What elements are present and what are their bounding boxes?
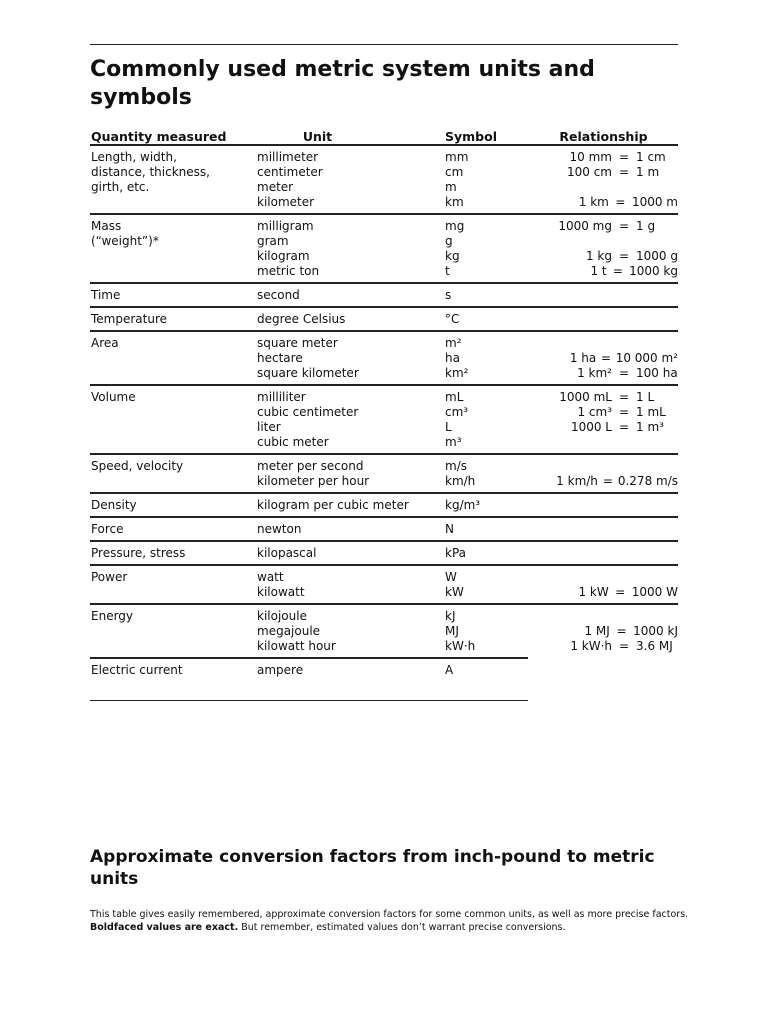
table-row [90, 385, 678, 454]
table-row [90, 517, 678, 541]
cell-relationship [528, 493, 678, 517]
relationship-right: 1 L [636, 390, 655, 404]
unit-symbol: cm [445, 165, 464, 179]
cell-unit [256, 493, 444, 517]
relationship-line [529, 609, 678, 624]
cell-symbol [444, 331, 528, 385]
relationship-line [529, 165, 678, 180]
quantity-line: (“weight”)* [91, 234, 159, 248]
cell-relationship [528, 385, 678, 454]
relationship-right [636, 288, 674, 303]
relationship-right [636, 522, 674, 537]
unit-symbol: W [445, 570, 457, 584]
unit-name: kilopascal [257, 546, 317, 560]
table-row [90, 283, 678, 307]
quantity-line: Speed, velocity [91, 459, 184, 473]
relationship-left [529, 570, 612, 585]
relationship-equals: = [618, 420, 630, 434]
unit-name: gram [257, 234, 289, 248]
relationship-left: 1 t [590, 264, 607, 278]
relationship-equals: = [616, 624, 627, 638]
relationship-line [529, 662, 678, 677]
relationship-equals: = [618, 249, 630, 263]
relationship-line [529, 234, 678, 249]
quantity-line: distance, thickness, [91, 165, 210, 179]
relationship-left [529, 234, 612, 249]
unit-name: kilometer per hour [257, 474, 370, 488]
unit-name: kilogram per cubic meter [257, 498, 409, 512]
relationship-right [636, 435, 674, 450]
unit-symbol: g [445, 234, 453, 248]
relationship-equals: = [602, 474, 613, 488]
cell-quantity [90, 145, 256, 214]
relationship-equals [612, 609, 636, 624]
unit-symbol: L [445, 420, 452, 434]
unit-name: milliliter [257, 390, 306, 404]
cell-relationship [528, 517, 678, 541]
unit-name: hectare [257, 351, 303, 365]
relationship-right [636, 609, 674, 624]
cell-unit [256, 454, 444, 493]
relationship-line [529, 435, 678, 450]
relationship-line [529, 180, 678, 195]
cell-symbol [444, 214, 528, 283]
relationship-right: 1 mL [636, 405, 666, 419]
relationship-right [636, 459, 674, 474]
cell-symbol [444, 283, 528, 307]
unit-symbol: mm [445, 150, 469, 164]
cell-symbol [444, 454, 528, 493]
unit-name: square kilometer [257, 366, 359, 380]
relationship-line [529, 249, 678, 264]
quantity-line: Power [91, 570, 128, 584]
unit-name: degree Celsius [257, 312, 346, 326]
relationship-equals [612, 336, 636, 351]
cell-symbol [444, 307, 528, 331]
cell-symbol [444, 385, 528, 454]
relationship-left [529, 662, 612, 677]
cell-symbol [444, 604, 528, 658]
relationship-left: 1 kg [585, 249, 612, 263]
cell-unit [256, 214, 444, 283]
relationship-line [529, 195, 678, 210]
unit-symbol: ha [445, 351, 460, 365]
cell-unit [256, 517, 444, 541]
relationship-left: 1000 mL [559, 390, 612, 404]
relationship-equals: = [618, 405, 630, 419]
unit-symbol: km² [445, 366, 469, 380]
unit-symbol: km [445, 195, 464, 209]
unit-name: kilowatt [257, 585, 305, 599]
relationship-line [529, 459, 678, 474]
quantity-line: Pressure, stress [91, 546, 186, 560]
relationship-right: 1000 kJ [633, 624, 678, 638]
relationship-right [636, 498, 674, 513]
relationship-right [636, 234, 674, 249]
relationship-left [529, 498, 612, 513]
relationship-right: 1 g [636, 219, 656, 233]
cell-quantity [90, 214, 256, 283]
relationship-equals: = [618, 639, 630, 653]
relationship-right: 0.278 m/s [617, 474, 678, 488]
relationship-left [529, 435, 612, 450]
relationship-right [636, 180, 674, 195]
quantity-line: Force [91, 522, 124, 536]
unit-name: centimeter [257, 165, 323, 179]
cell-relationship [528, 565, 678, 604]
units-table [90, 128, 678, 701]
unit-symbol: mL [445, 390, 464, 404]
unit-symbol: m³ [445, 435, 462, 449]
header-relationship: Relationship [528, 128, 678, 145]
cell-quantity [90, 454, 256, 493]
unit-symbol: t [445, 264, 450, 278]
table-row [90, 658, 678, 701]
cell-unit [256, 331, 444, 385]
relationship-equals [612, 234, 636, 249]
relationship-line [529, 639, 678, 654]
note-text: This table gives easily remembered, approximate conversion factors for some common units, as well as more precise factors. [90, 909, 689, 920]
cell-relationship [528, 145, 678, 214]
relationship-equals: = [618, 366, 630, 380]
relationship-left [529, 336, 612, 351]
cell-quantity [90, 604, 256, 658]
relationship-equals [612, 312, 636, 327]
relationship-right [636, 312, 674, 327]
relationship-line [529, 546, 678, 561]
cell-relationship [528, 283, 678, 307]
unit-name: cubic centimeter [257, 405, 359, 419]
relationship-right: 1 m [636, 165, 660, 179]
cell-quantity [90, 283, 256, 307]
section-subtitle: Approximate conversion factors from inch-pound to metric units [90, 847, 655, 889]
relationship-right [636, 546, 674, 561]
page-title: Commonly used metric system units and symbols [90, 57, 595, 110]
cell-symbol [444, 565, 528, 604]
relationship-right [636, 336, 674, 351]
unit-symbol: km/h [445, 474, 476, 488]
top-rule [90, 44, 678, 45]
relationship-right: 1 m³ [636, 420, 664, 434]
unit-symbol: °C [445, 312, 460, 326]
relationship-left: 1000 L [570, 420, 612, 434]
relationship-right: 1 cm [636, 150, 666, 164]
relationship-left [529, 180, 612, 195]
relationship-left: 1 ha [569, 351, 597, 365]
cell-quantity [90, 385, 256, 454]
relationship-right: 3.6 MJ [636, 639, 673, 653]
table-row [90, 307, 678, 331]
relationship-equals [612, 570, 636, 585]
header-quantity: Quantity measured [90, 128, 256, 145]
relationship-equals [612, 288, 636, 303]
cell-unit [256, 658, 444, 701]
quantity-line: Electric current [91, 663, 183, 677]
cell-unit [256, 385, 444, 454]
relationship-equals: = [615, 585, 626, 599]
relationship-left: 1000 mg [558, 219, 612, 233]
unit-name: meter [257, 180, 294, 194]
relationship-left [529, 546, 612, 561]
quantity-line: Mass [91, 219, 122, 233]
unit-symbol: MJ [445, 624, 459, 638]
cell-symbol [444, 658, 528, 701]
cell-unit [256, 604, 444, 658]
unit-symbol: mg [445, 219, 465, 233]
unit-symbol: m [445, 180, 457, 194]
relationship-left: 1 cm³ [577, 405, 612, 419]
unit-symbol: m/s [445, 459, 467, 473]
cell-relationship [528, 658, 678, 701]
unit-name: cubic meter [257, 435, 329, 449]
unit-name: second [257, 288, 300, 302]
relationship-right [636, 662, 674, 677]
table-row [90, 565, 678, 604]
cell-quantity [90, 307, 256, 331]
unit-name: millimeter [257, 150, 319, 164]
relationship-left: 1 MJ [584, 624, 610, 638]
unit-symbol: kg/m³ [445, 498, 481, 512]
cell-unit [256, 307, 444, 331]
cell-relationship [528, 214, 678, 283]
relationship-equals: = [618, 165, 630, 179]
cell-unit [256, 565, 444, 604]
quantity-line: Energy [91, 609, 134, 623]
unit-name: kilogram [257, 249, 310, 263]
relationship-line [529, 336, 678, 351]
cell-relationship [528, 331, 678, 385]
cell-quantity [90, 331, 256, 385]
relationship-right: 1000 g [636, 249, 678, 263]
table-row [90, 541, 678, 565]
relationship-line [529, 366, 678, 381]
table-row [90, 493, 678, 517]
relationship-left: 10 mm [569, 150, 612, 164]
unit-name: kilojoule [257, 609, 307, 623]
relationship-equals [612, 435, 636, 450]
relationship-left: 1 km/h [556, 474, 598, 488]
intro-note [90, 908, 690, 934]
table-row [90, 604, 678, 658]
unit-symbol: kJ [445, 609, 456, 623]
relationship-line [529, 288, 678, 303]
table-row [90, 454, 678, 493]
quantity-line: Time [91, 288, 121, 302]
relationship-line [529, 312, 678, 327]
header-symbol: Symbol [444, 128, 528, 145]
relationship-equals: = [612, 264, 623, 278]
quantity-line: Length, width, [91, 150, 177, 164]
relationship-left: 1 kW [578, 585, 609, 599]
cell-quantity [90, 565, 256, 604]
unit-name: metric ton [257, 264, 320, 278]
cell-symbol [444, 517, 528, 541]
cell-relationship [528, 454, 678, 493]
relationship-left: 1 km² [577, 366, 612, 380]
relationship-equals: = [600, 351, 611, 365]
relationship-line [529, 264, 678, 279]
cell-quantity [90, 517, 256, 541]
unit-symbol: kg [445, 249, 460, 263]
unit-symbol: kPa [445, 546, 466, 560]
cell-symbol [444, 145, 528, 214]
relationship-equals [612, 180, 636, 195]
relationship-left [529, 459, 612, 474]
unit-symbol: cm³ [445, 405, 469, 419]
table-row [90, 214, 678, 283]
relationship-line [529, 498, 678, 513]
unit-name: megajoule [257, 624, 321, 638]
relationship-right: 10 000 m² [615, 351, 678, 365]
relationship-line [529, 150, 678, 165]
relationship-line [529, 474, 678, 489]
cell-symbol [444, 493, 528, 517]
note-tail: But remember, estimated values don’t warrant precise conversions. [241, 922, 566, 933]
unit-name: watt [257, 570, 284, 584]
quantity-line: Temperature [91, 312, 168, 326]
quantity-line: Area [91, 336, 119, 350]
cell-unit [256, 145, 444, 214]
unit-name: kilometer [257, 195, 315, 209]
relationship-equals [612, 662, 636, 677]
unit-symbol: s [445, 288, 452, 302]
relationship-left: 1 kW·h [570, 639, 612, 653]
relationship-line [529, 219, 678, 234]
relationship-equals: = [618, 219, 630, 233]
cell-unit [256, 541, 444, 565]
relationship-line [529, 351, 678, 366]
relationship-equals [612, 522, 636, 537]
quantity-line: Volume [91, 390, 136, 404]
unit-name: meter per second [257, 459, 364, 473]
unit-name: square meter [257, 336, 338, 350]
relationship-equals [612, 498, 636, 513]
unit-name: milligram [257, 219, 314, 233]
relationship-equals: = [618, 390, 630, 404]
relationship-line [529, 624, 678, 639]
relationship-right: 1000 kg [629, 264, 678, 278]
relationship-line [529, 522, 678, 537]
unit-symbol: N [445, 522, 454, 536]
unit-name: kilowatt hour [257, 639, 336, 653]
relationship-line [529, 420, 678, 435]
relationship-line [529, 585, 678, 600]
relationship-left [529, 522, 612, 537]
relationship-equals: = [618, 150, 630, 164]
header-unit: Unit [256, 128, 444, 145]
relationship-right: 1000 m [631, 195, 678, 209]
unit-symbol: m² [445, 336, 462, 350]
relationship-left [529, 609, 612, 624]
relationship-left [529, 288, 612, 303]
relationship-right: 100 ha [636, 366, 678, 380]
cell-symbol [444, 541, 528, 565]
relationship-left: 1 km [578, 195, 609, 209]
relationship-right [636, 570, 674, 585]
unit-name: ampere [257, 663, 304, 677]
cell-relationship [528, 307, 678, 331]
note-bold: Boldfaced values are exact. [90, 922, 239, 933]
quantity-line: girth, etc. [91, 180, 150, 194]
cell-relationship [528, 541, 678, 565]
relationship-right: 1000 W [631, 585, 678, 599]
relationship-line [529, 390, 678, 405]
table-row [90, 331, 678, 385]
cell-unit [256, 283, 444, 307]
relationship-left [529, 312, 612, 327]
cell-quantity [90, 658, 256, 701]
relationship-equals [612, 459, 636, 474]
units-table-body [90, 145, 678, 701]
relationship-equals [612, 546, 636, 561]
unit-symbol: kW [445, 585, 464, 599]
cell-relationship [528, 604, 678, 658]
relationship-equals: = [615, 195, 626, 209]
relationship-left: 100 cm [566, 165, 612, 179]
relationship-line [529, 405, 678, 420]
unit-symbol: A [445, 663, 454, 677]
table-header-row [90, 128, 678, 145]
table-row [90, 145, 678, 214]
relationship-line [529, 570, 678, 585]
unit-name: newton [257, 522, 302, 536]
unit-name: liter [257, 420, 281, 434]
cell-quantity [90, 493, 256, 517]
quantity-line: Density [91, 498, 137, 512]
cell-quantity [90, 541, 256, 565]
unit-symbol: kW·h [445, 639, 476, 653]
